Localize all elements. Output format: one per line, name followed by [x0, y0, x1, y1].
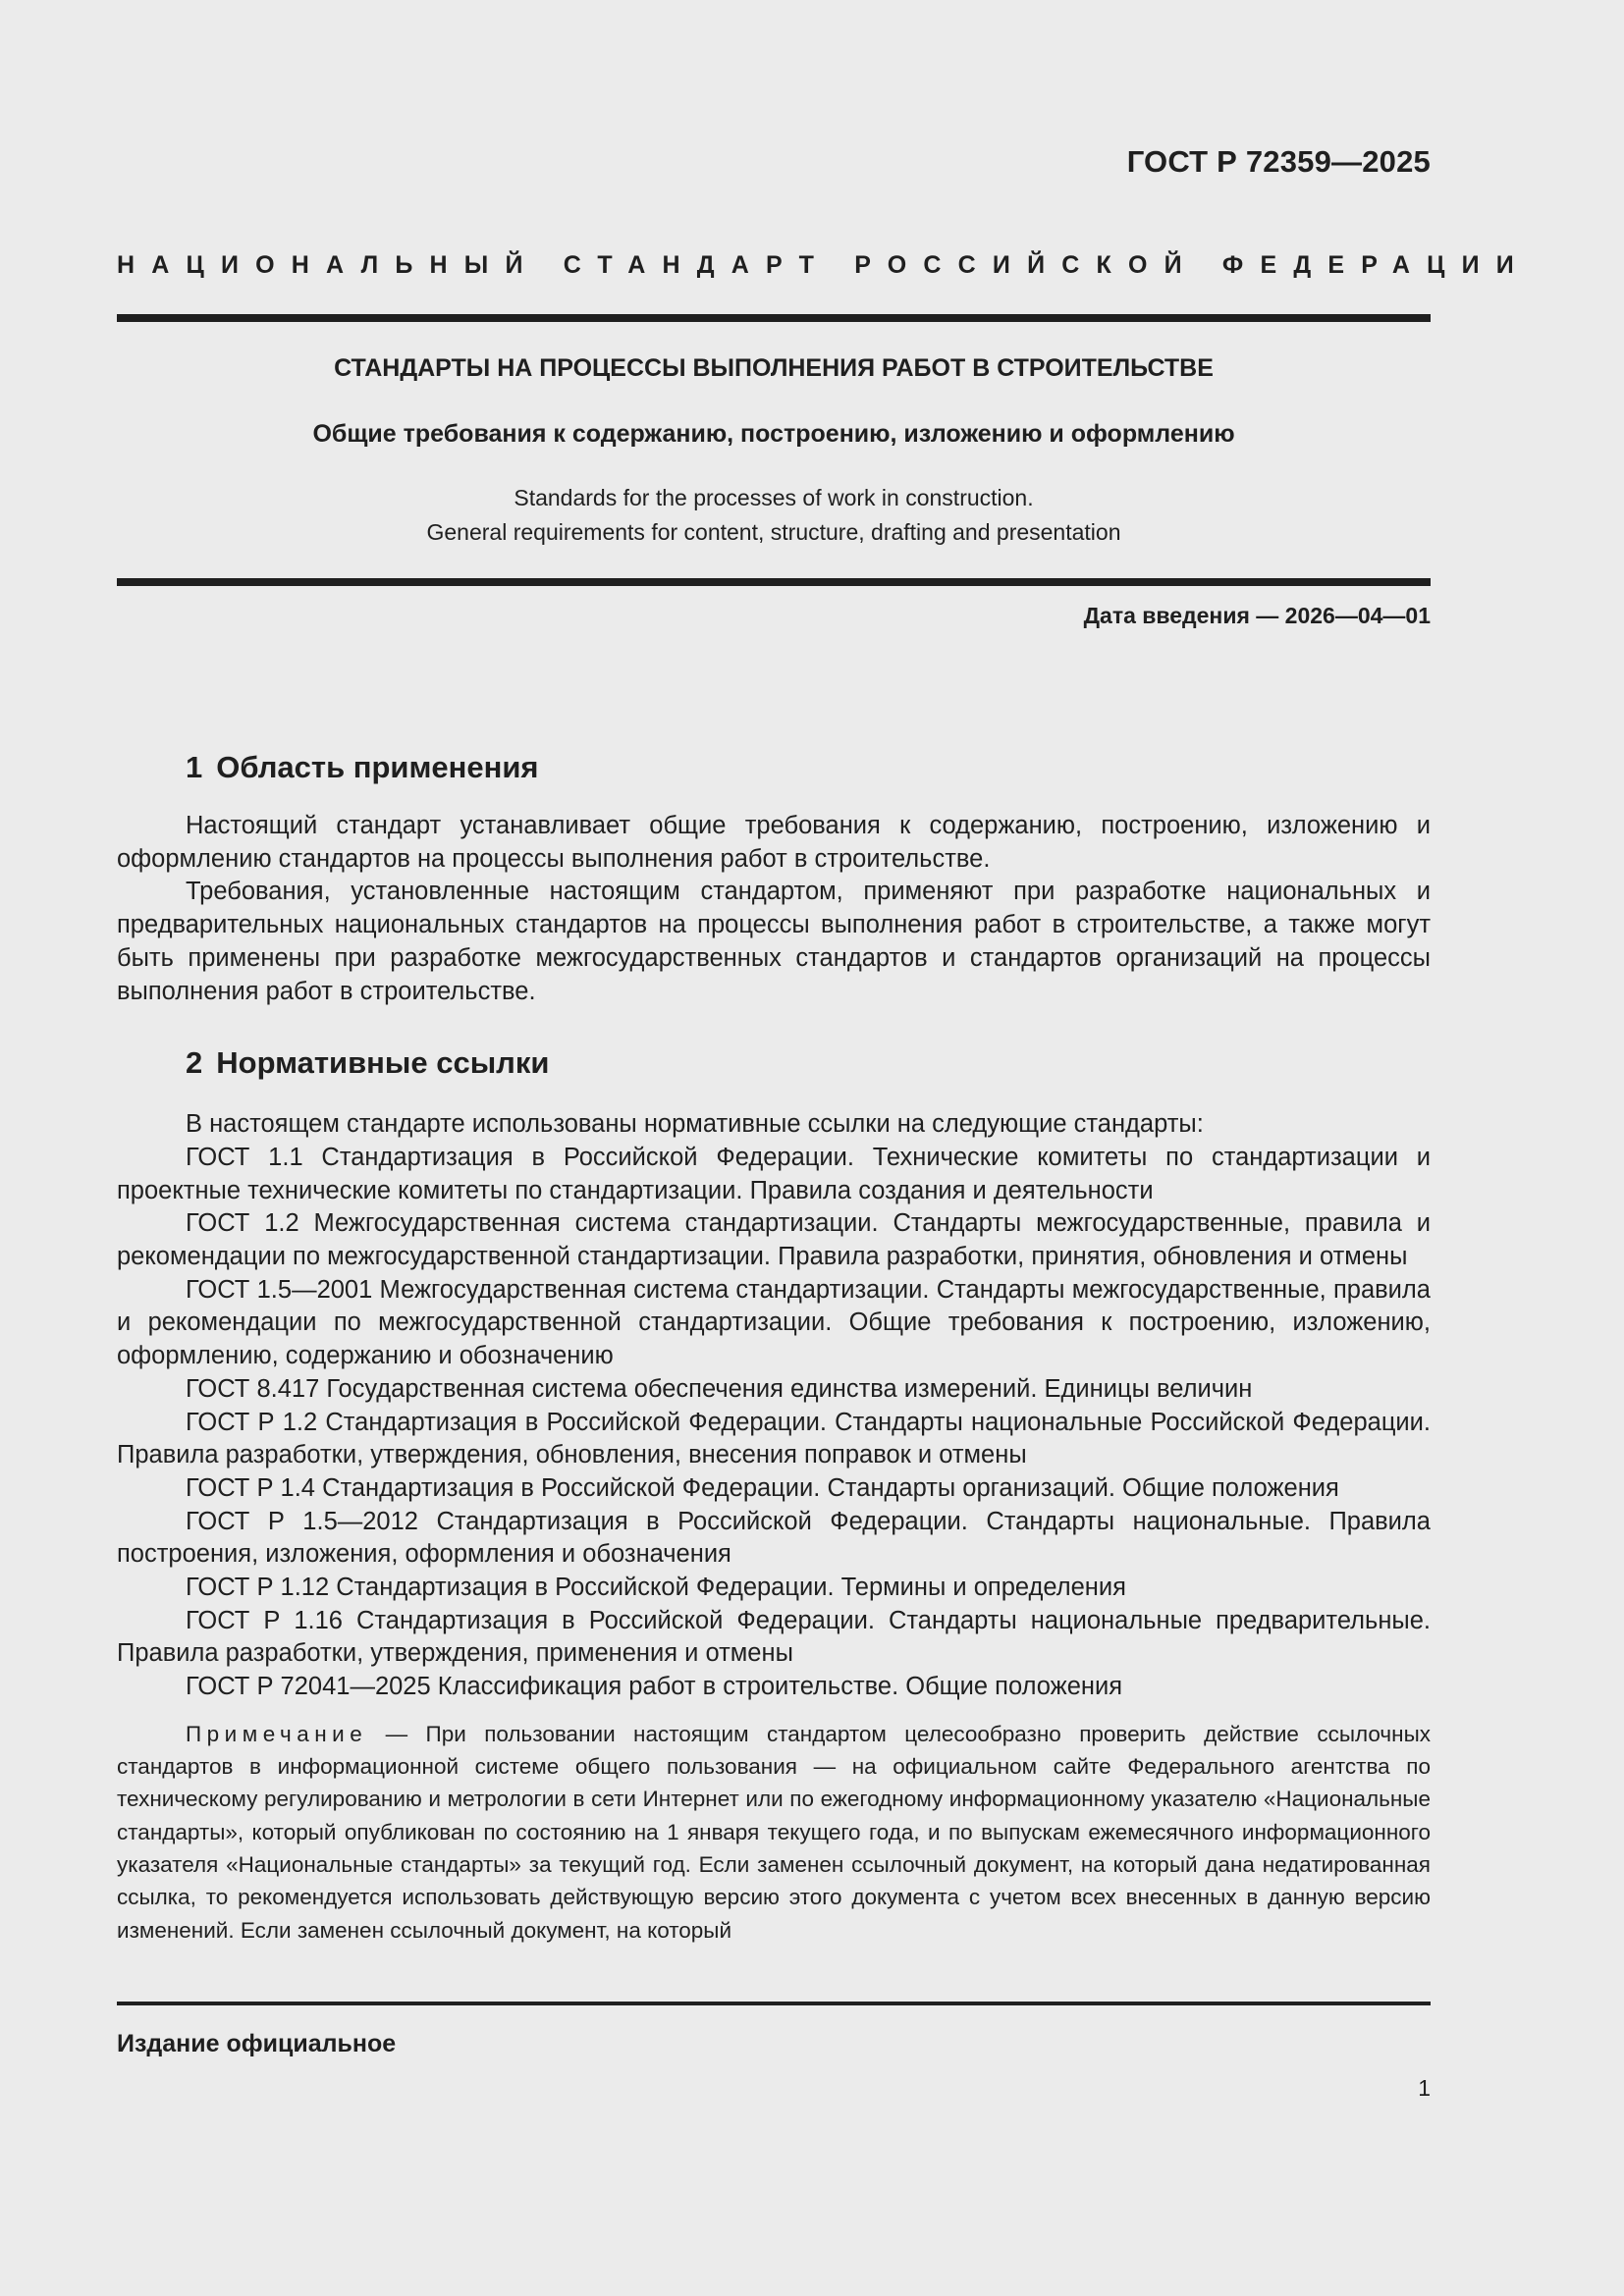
note-label: Примечание	[186, 1721, 368, 1746]
introduction-date: Дата введения — 2026—04—01	[1083, 603, 1431, 628]
note-text: — При пользовании настоящим стандартом целесообразно проверить действие ссылочных стандартов в информационной системе общего пользования — на официальном сайте Федерального агентства по техническому регулированию и метрологии в сети Интернет или по ежегодному информационному указателю «Национальные стандарты», который опубликован по состоянию на 1 января текущего года, и по выпускам ежемесячного информационного указателя «Национальные стандарты» за текущий год. Если заменен ссылочный документ, на который дана недатированная ссылка, то рекомендуется использовать действующую версию этого документа с учетом всех внесенных в данную версию изменений. Если заменен ссылочный документ, на который	[117, 1721, 1431, 1943]
section-title: Нормативные ссылки	[216, 1045, 550, 1081]
document-number: ГОСТ Р 72359—2025	[1126, 144, 1431, 179]
english-title-line-2: General requirements for content, structure, drafting and presentation	[426, 519, 1121, 545]
english-title	[117, 481, 1431, 550]
header-rule-top	[117, 314, 1431, 322]
section-title: Область применения	[216, 750, 539, 784]
section-number: 1	[186, 750, 203, 784]
english-title-line-1: Standards for the processes of work in construction.	[514, 485, 1034, 510]
document-title: СТАНДАРТЫ НА ПРОЦЕССЫ ВЫПОЛНЕНИЯ РАБОТ В СТРОИТЕЛЬСТВЕ	[334, 354, 1214, 382]
reference-item: ГОСТ 1.2 Межгосударственная система стандартизации. Стандарты межгосударственные, правила и рекомендации по межгосударственной стандартизации. Правила разработки, принятия, обновления и отмены	[117, 1209, 1431, 1271]
footer-rule	[117, 2002, 1431, 2005]
reference-item: ГОСТ Р 1.2 Стандартизация в Российской Федерации. Стандарты национальные Российской Федерации. Правила разработки, утверждения, обновления, внесения поправок и отмены	[117, 1408, 1431, 1469]
header-rule-bottom	[117, 578, 1431, 586]
official-edition-label: Издание официальное	[117, 2030, 397, 2057]
section-heading	[186, 1041, 1431, 1085]
reference-item: ГОСТ 1.1 Стандартизация в Российской Федерации. Технические комитеты по стандартизации и проектные технические комитеты по стандартизации. Правила создания и деятельности	[117, 1143, 1431, 1204]
reference-item: ГОСТ 1.5—2001 Межгосударственная система стандартизации. Стандарты межгосударственные, правила и рекомендации по межгосударственной стандартизации. Общие требования к построению, изложению, оформлению, содержанию и обозначению	[117, 1275, 1431, 1370]
note	[117, 1718, 1431, 1947]
reference-item: ГОСТ Р 1.4 Стандартизация в Российской Федерации. Стандарты организаций. Общие положения	[186, 1473, 1339, 1502]
paragraph: Настоящий стандарт устанавливает общие требования к содержанию, построению, изложению и оформлению стандартов на процессы выполнения работ в строительстве.	[117, 812, 1431, 873]
document-page	[117, 0, 1531, 2296]
national-standard-heading: НАЦИОНАЛЬНЫЙ СТАНДАРТ РОССИЙСКОЙ ФЕДЕРАЦИИ	[117, 251, 1531, 279]
reference-item: ГОСТ Р 1.16 Стандартизация в Российской Федерации. Стандарты национальные предварительные. Правила разработки, утверждения, применения и отмены	[117, 1606, 1431, 1668]
reference-item: ГОСТ Р 72041—2025 Классификация работ в строительстве. Общие положения	[186, 1673, 1123, 1701]
document-body	[117, 746, 1431, 1947]
section-heading	[186, 746, 1431, 789]
reference-item: ГОСТ Р 1.5—2012 Стандартизация в Российской Федерации. Стандарты национальные. Правила построения, изложения, оформления и обозначения	[117, 1507, 1431, 1569]
section-number: 2	[186, 1045, 203, 1081]
reference-item: ГОСТ Р 1.12 Стандартизация в Российской Федерации. Термины и определения	[186, 1574, 1126, 1602]
reference-item: ГОСТ 8.417 Государственная система обеспечения единства измерений. Единицы величин	[186, 1374, 1253, 1403]
paragraph: В настоящем стандарте использованы нормативные ссылки на следующие стандарты:	[186, 1110, 1204, 1139]
section-normative-references	[117, 1041, 1431, 1947]
section-scope	[117, 746, 1431, 1008]
document-subtitle: Общие требования к содержанию, построению, изложению и оформлению	[312, 420, 1235, 448]
page-number: 1	[1418, 2075, 1431, 2101]
paragraph: Требования, установленные настоящим стандартом, применяют при разработке национальных и предварительных национальных стандартов на процессы выполнения работ в строительстве, а также могут быть применены при разработке межгосударственных стандартов и стандартов организаций на процессы выполнения работ в строительстве.	[117, 878, 1431, 1005]
